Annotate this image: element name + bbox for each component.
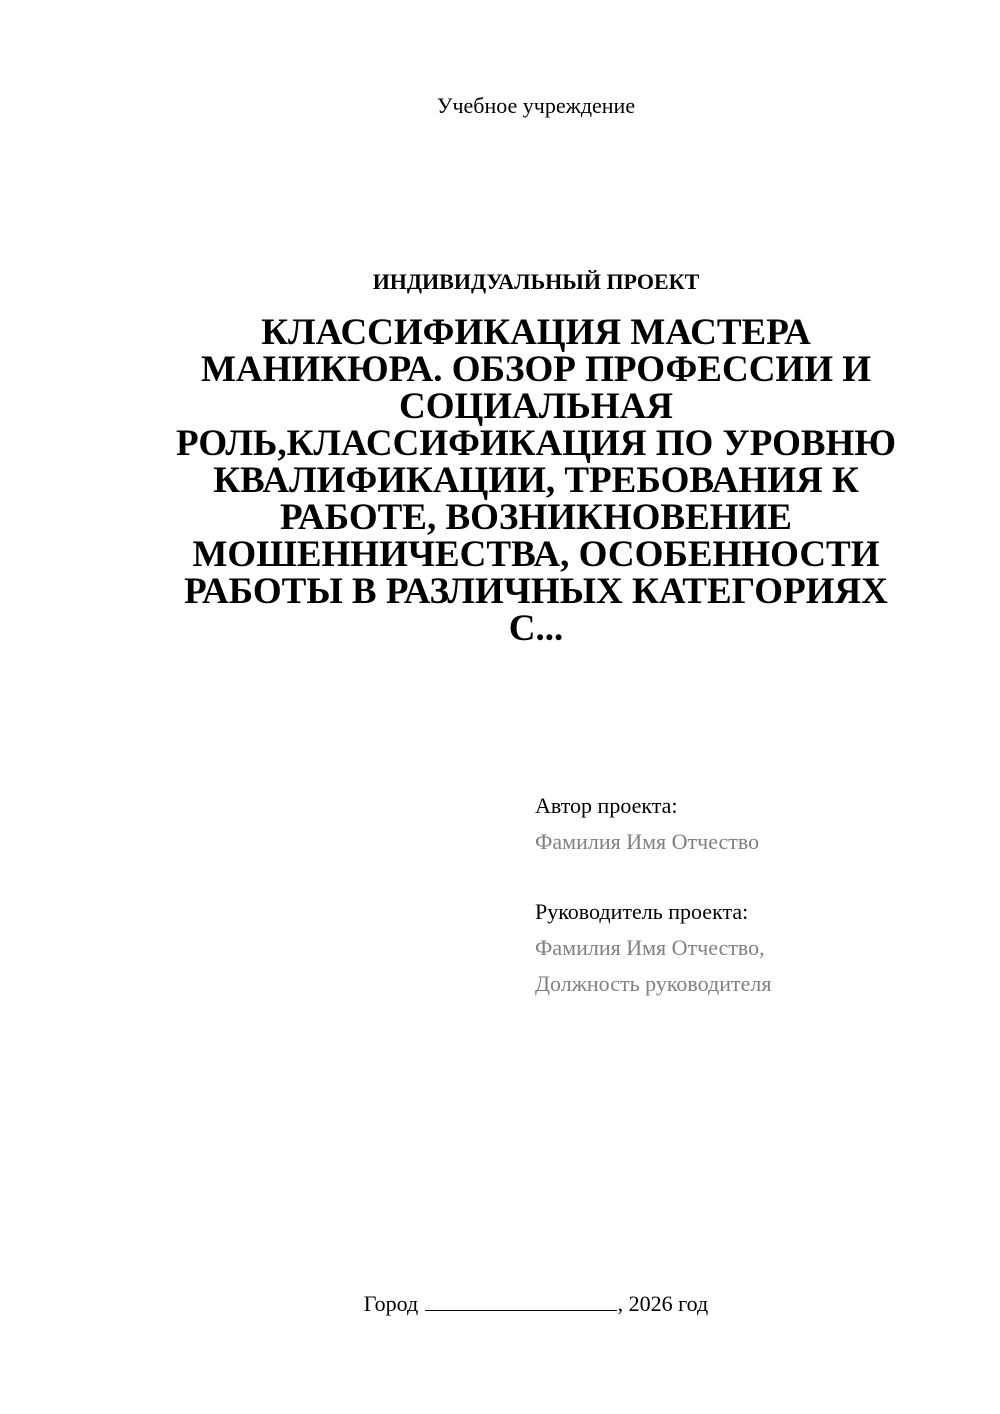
city-label: Город [363,1291,419,1316]
title-line: РАБОТЫ В РАЗЛИЧНЫХ КАТЕГОРИЯХ [184,571,888,612]
supervisor-label: Руководитель проекта: [535,899,749,924]
document-type: ИНДИВИДУАЛЬНЫЙ ПРОЕКТ [372,269,700,294]
signature-block [535,788,975,1002]
institution-name: Учебное учреждение [436,93,636,118]
title-line: РАБОТЕ, ВОЗНИКНОВЕНИЕ [280,497,792,538]
supervisor-position: Должность руководителя [535,971,772,996]
city-year-line [0,1290,1000,1318]
title-line: КЛАССИФИКАЦИЯ МАСТЕРА [261,312,811,353]
title-line: МОШЕННИЧЕСТВА, ОСОБЕННОСТИ [192,534,880,575]
title-line: КВАЛИФИКАЦИИ, ТРЕБОВАНИЯ К [213,460,859,501]
signature-spacer [535,860,975,894]
project-title [150,314,922,647]
title-line: МАНИКЮРА. ОБЗОР ПРОФЕССИИ И [200,349,872,390]
city-blank-line [425,1290,617,1311]
title-line: С... [508,608,564,649]
title-line: РОЛЬ,КЛАССИФИКАЦИЯ ПО УРОВНЮ [176,423,896,464]
author-name: Фамилия Имя Отчество [535,829,760,854]
title-line: СОЦИАЛЬНАЯ [398,386,674,427]
author-label: Автор проекта: [535,793,678,818]
year-label: , 2026 год [617,1291,709,1316]
supervisor-name: Фамилия Имя Отчество, [535,935,765,960]
